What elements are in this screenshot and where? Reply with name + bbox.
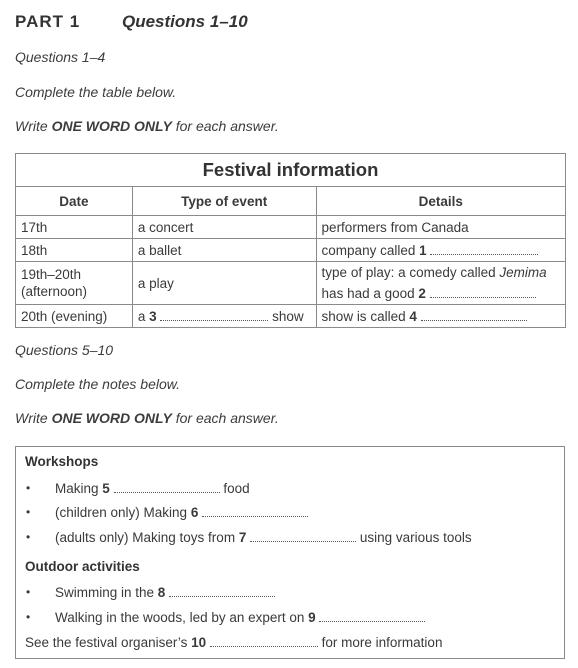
bullet-icon: •: [26, 585, 31, 599]
cell-details: company called 1: [316, 239, 565, 262]
questions-range: Questions 1–10: [122, 12, 248, 31]
cell-date: 20th (evening): [16, 305, 133, 328]
col-header-event: Type of event: [132, 187, 316, 216]
list-item: Making 5 food: [55, 481, 250, 496]
answer-gap-5[interactable]: [114, 480, 220, 493]
section1-instruction-2: Write ONE WORD ONLY for each answer.: [15, 118, 279, 134]
cell-date: 19th–20th (afternoon): [16, 262, 133, 305]
answer-gap-4[interactable]: [421, 308, 527, 321]
workshops-heading: Workshops: [25, 454, 99, 469]
gap-number: 3: [149, 309, 157, 324]
table-row: [16, 262, 566, 305]
cell-event: a 3 show: [132, 305, 316, 328]
gap-number: 5: [102, 481, 110, 496]
gap-number: 1: [419, 243, 427, 258]
cell-details: type of play: a comedy called Jemima has had a good 2: [316, 262, 565, 305]
cell-details: performers from Canada: [316, 216, 565, 239]
gap-number: 2: [418, 286, 426, 301]
bullet-icon: •: [26, 530, 31, 544]
section1-instruction-1: Complete the table below.: [15, 84, 177, 100]
answer-gap-8[interactable]: [169, 584, 275, 597]
section1-heading: Questions 1–4: [15, 49, 106, 65]
bullet-icon: •: [26, 481, 31, 495]
col-header-details: Details: [316, 187, 565, 216]
bullet-icon: •: [26, 610, 31, 624]
list-item: (adults only) Making toys from 7 using various tools: [55, 530, 472, 545]
section2-heading: Questions 5–10: [15, 342, 114, 358]
festival-table: [15, 153, 566, 328]
gap-number: 7: [238, 530, 247, 545]
answer-gap-3[interactable]: [160, 308, 268, 321]
answer-gap-7[interactable]: [250, 529, 356, 542]
table-row: [16, 305, 566, 328]
bullet-icon: •: [26, 505, 31, 519]
list-item: (children only) Making 6: [55, 504, 308, 520]
answer-gap-2[interactable]: [430, 285, 536, 298]
cell-details: show is called 4: [316, 305, 565, 328]
gap-number: 8: [157, 585, 166, 600]
outdoor-heading: Outdoor activities: [25, 559, 140, 574]
cell-date: 18th: [16, 239, 133, 262]
gap-number: 9: [308, 610, 316, 625]
notes-box: [15, 446, 565, 659]
gap-number: 6: [190, 505, 199, 520]
col-header-date: Date: [16, 187, 133, 216]
cell-event: a ballet: [132, 239, 316, 262]
cell-date: 17th: [16, 216, 133, 239]
answer-gap-10[interactable]: [210, 634, 318, 647]
notes-footer: See the festival organiser’s 10 for more information: [25, 635, 443, 650]
section2-instruction-1: Complete the notes below.: [15, 376, 180, 392]
cell-event: a concert: [132, 216, 316, 239]
table-title: Festival information: [16, 154, 566, 187]
list-item: Swimming in the 8: [55, 584, 275, 600]
part-label: PART 1: [15, 12, 81, 31]
list-item: Walking in the woods, led by an expert on 9: [55, 609, 425, 625]
gap-number: 10: [191, 635, 207, 650]
cell-event: a play: [132, 262, 316, 305]
table-row: [16, 239, 566, 262]
answer-gap-6[interactable]: [202, 504, 308, 517]
table-row: [16, 216, 566, 239]
section2-instruction-2: Write ONE WORD ONLY for each answer.: [15, 410, 279, 426]
gap-number: 4: [409, 309, 417, 324]
answer-gap-1[interactable]: [430, 242, 538, 255]
answer-gap-9[interactable]: [319, 609, 425, 622]
